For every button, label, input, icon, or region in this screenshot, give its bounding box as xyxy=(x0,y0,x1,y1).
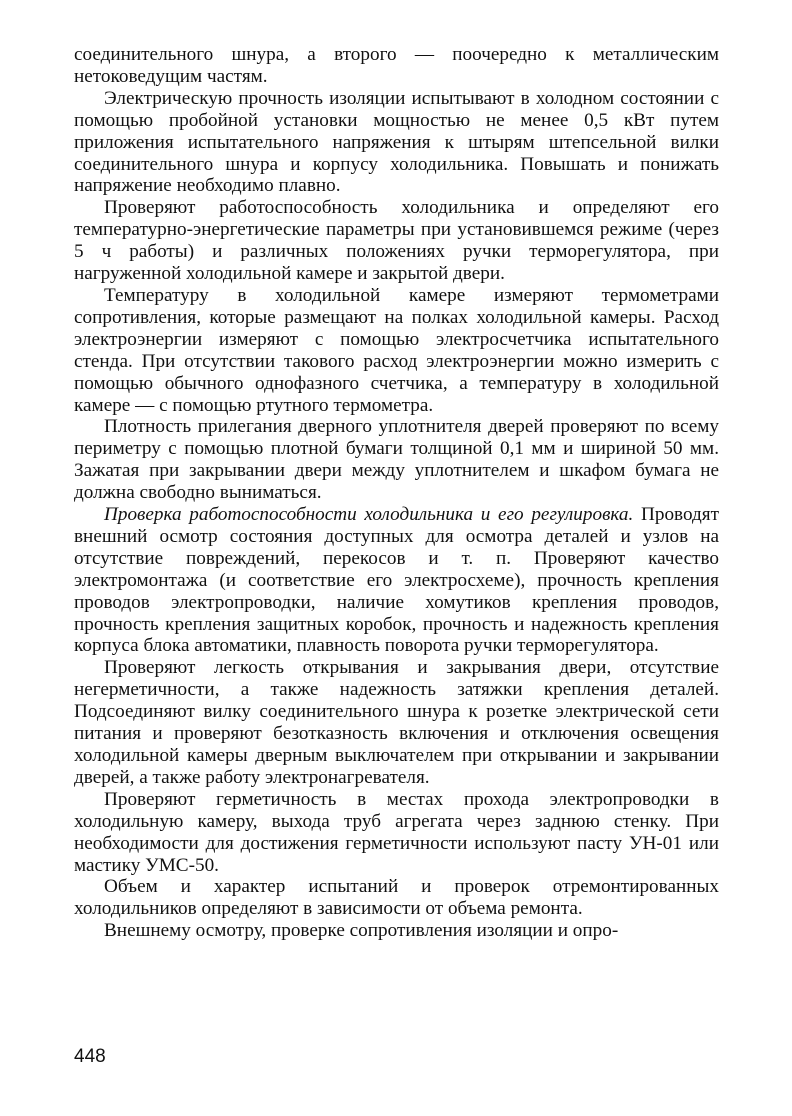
paragraph-text: Проверяют легкость открывания и закрывания двери, отсутствие негерметичности, а также надежность затяжки крепления деталей. Подсоединяют вилку соединительного шнура к розетке электрической сети питания и проверяют безотказность включения и отключения освещения холодильной камеры дверным выключателем при открывании и закрывании дверей, а также работу электронагревателя. xyxy=(74,657,719,788)
paragraph-text: соединительного шнура, а второго — поочередно к металлическим нетоковедущим частям. xyxy=(74,44,719,87)
paragraph xyxy=(74,88,719,198)
page-body xyxy=(74,44,719,942)
paragraph xyxy=(74,416,719,504)
paragraph xyxy=(74,657,719,788)
paragraph-text: Электрическую прочность изоляции испытывают в холодном состоянии с помощью пробойной установки мощностью не менее 0,5 кВт путем приложения испытательного напряжения к штырям штепсельной вилки соединительного шнура и корпусу холодильника. Повышать и понижать напряжение необходимо плавно. xyxy=(74,87,719,197)
paragraph-text: Температуру в холодильной камере измеряют термометрами сопротивления, которые размещают на полках холодильной камеры. Расход электроэнергии измеряют с помощью электросчетчика испытательного стенда. При отсутствии такового расход электроэнергии можно измерить с помощью обычного однофазного счетчика, а температуру в холодильной камере — с помощью ртутного термометра. xyxy=(74,284,719,416)
paragraph-text: Проверяют работоспособность холодильника и определяют его температурно-энергетические параметры при установившемся режиме (через 5 ч работы) и различных положениях ручки терморегулятора, при нагруженной холодильной камере и закрытой двери. xyxy=(74,197,719,285)
paragraph-with-italic-heading xyxy=(74,504,719,657)
paragraph xyxy=(74,876,719,920)
paragraph-text: Внешнему осмотру, проверке сопротивления изоляции и опро- xyxy=(104,920,619,942)
page-number: 448 xyxy=(74,1046,106,1067)
paragraph xyxy=(74,789,719,877)
paragraph xyxy=(74,285,719,416)
italic-run-in-heading: Проверка работоспособности холодильника и его регулировка. xyxy=(104,504,634,526)
paragraph-text: Проверяют герметичность в местах прохода электропроводки в холодильную камеру, выхода труб агрегата через заднюю стенку. При необходимости для достижения герметичности используют пасту УН-01 или мастику УМС-50. xyxy=(74,788,719,876)
paragraph-text: Плотность прилегания дверного уплотнителя дверей проверяют по всему периметру с помощью плотной бумаги толщиной 0,1 мм и шириной 50 мм. Зажатая при закрывании двери между уплотнителем и шкафом бумага не должна свободно выниматься. xyxy=(74,416,719,504)
paragraph-text: Проводят внешний осмотр состояния доступных для осмотра деталей и узлов на отсутствие повреждений, перекосов и т. п. Проверяют качество электромонтажа (и соответствие его электросхеме), прочность крепления проводов электропроводки, наличие хомутиков крепления проводов, прочность крепления защитных коробок, прочность и надежность крепления корпуса блока автоматики, плавность поворота ручки терморегулятора. xyxy=(74,504,719,657)
paragraph xyxy=(74,44,719,88)
paragraph-text: Объем и характер испытаний и проверок отремонтированных холодильников определяют в зависимости от объема ремонта. xyxy=(74,876,719,920)
paragraph xyxy=(74,197,719,285)
paragraph xyxy=(74,920,719,942)
